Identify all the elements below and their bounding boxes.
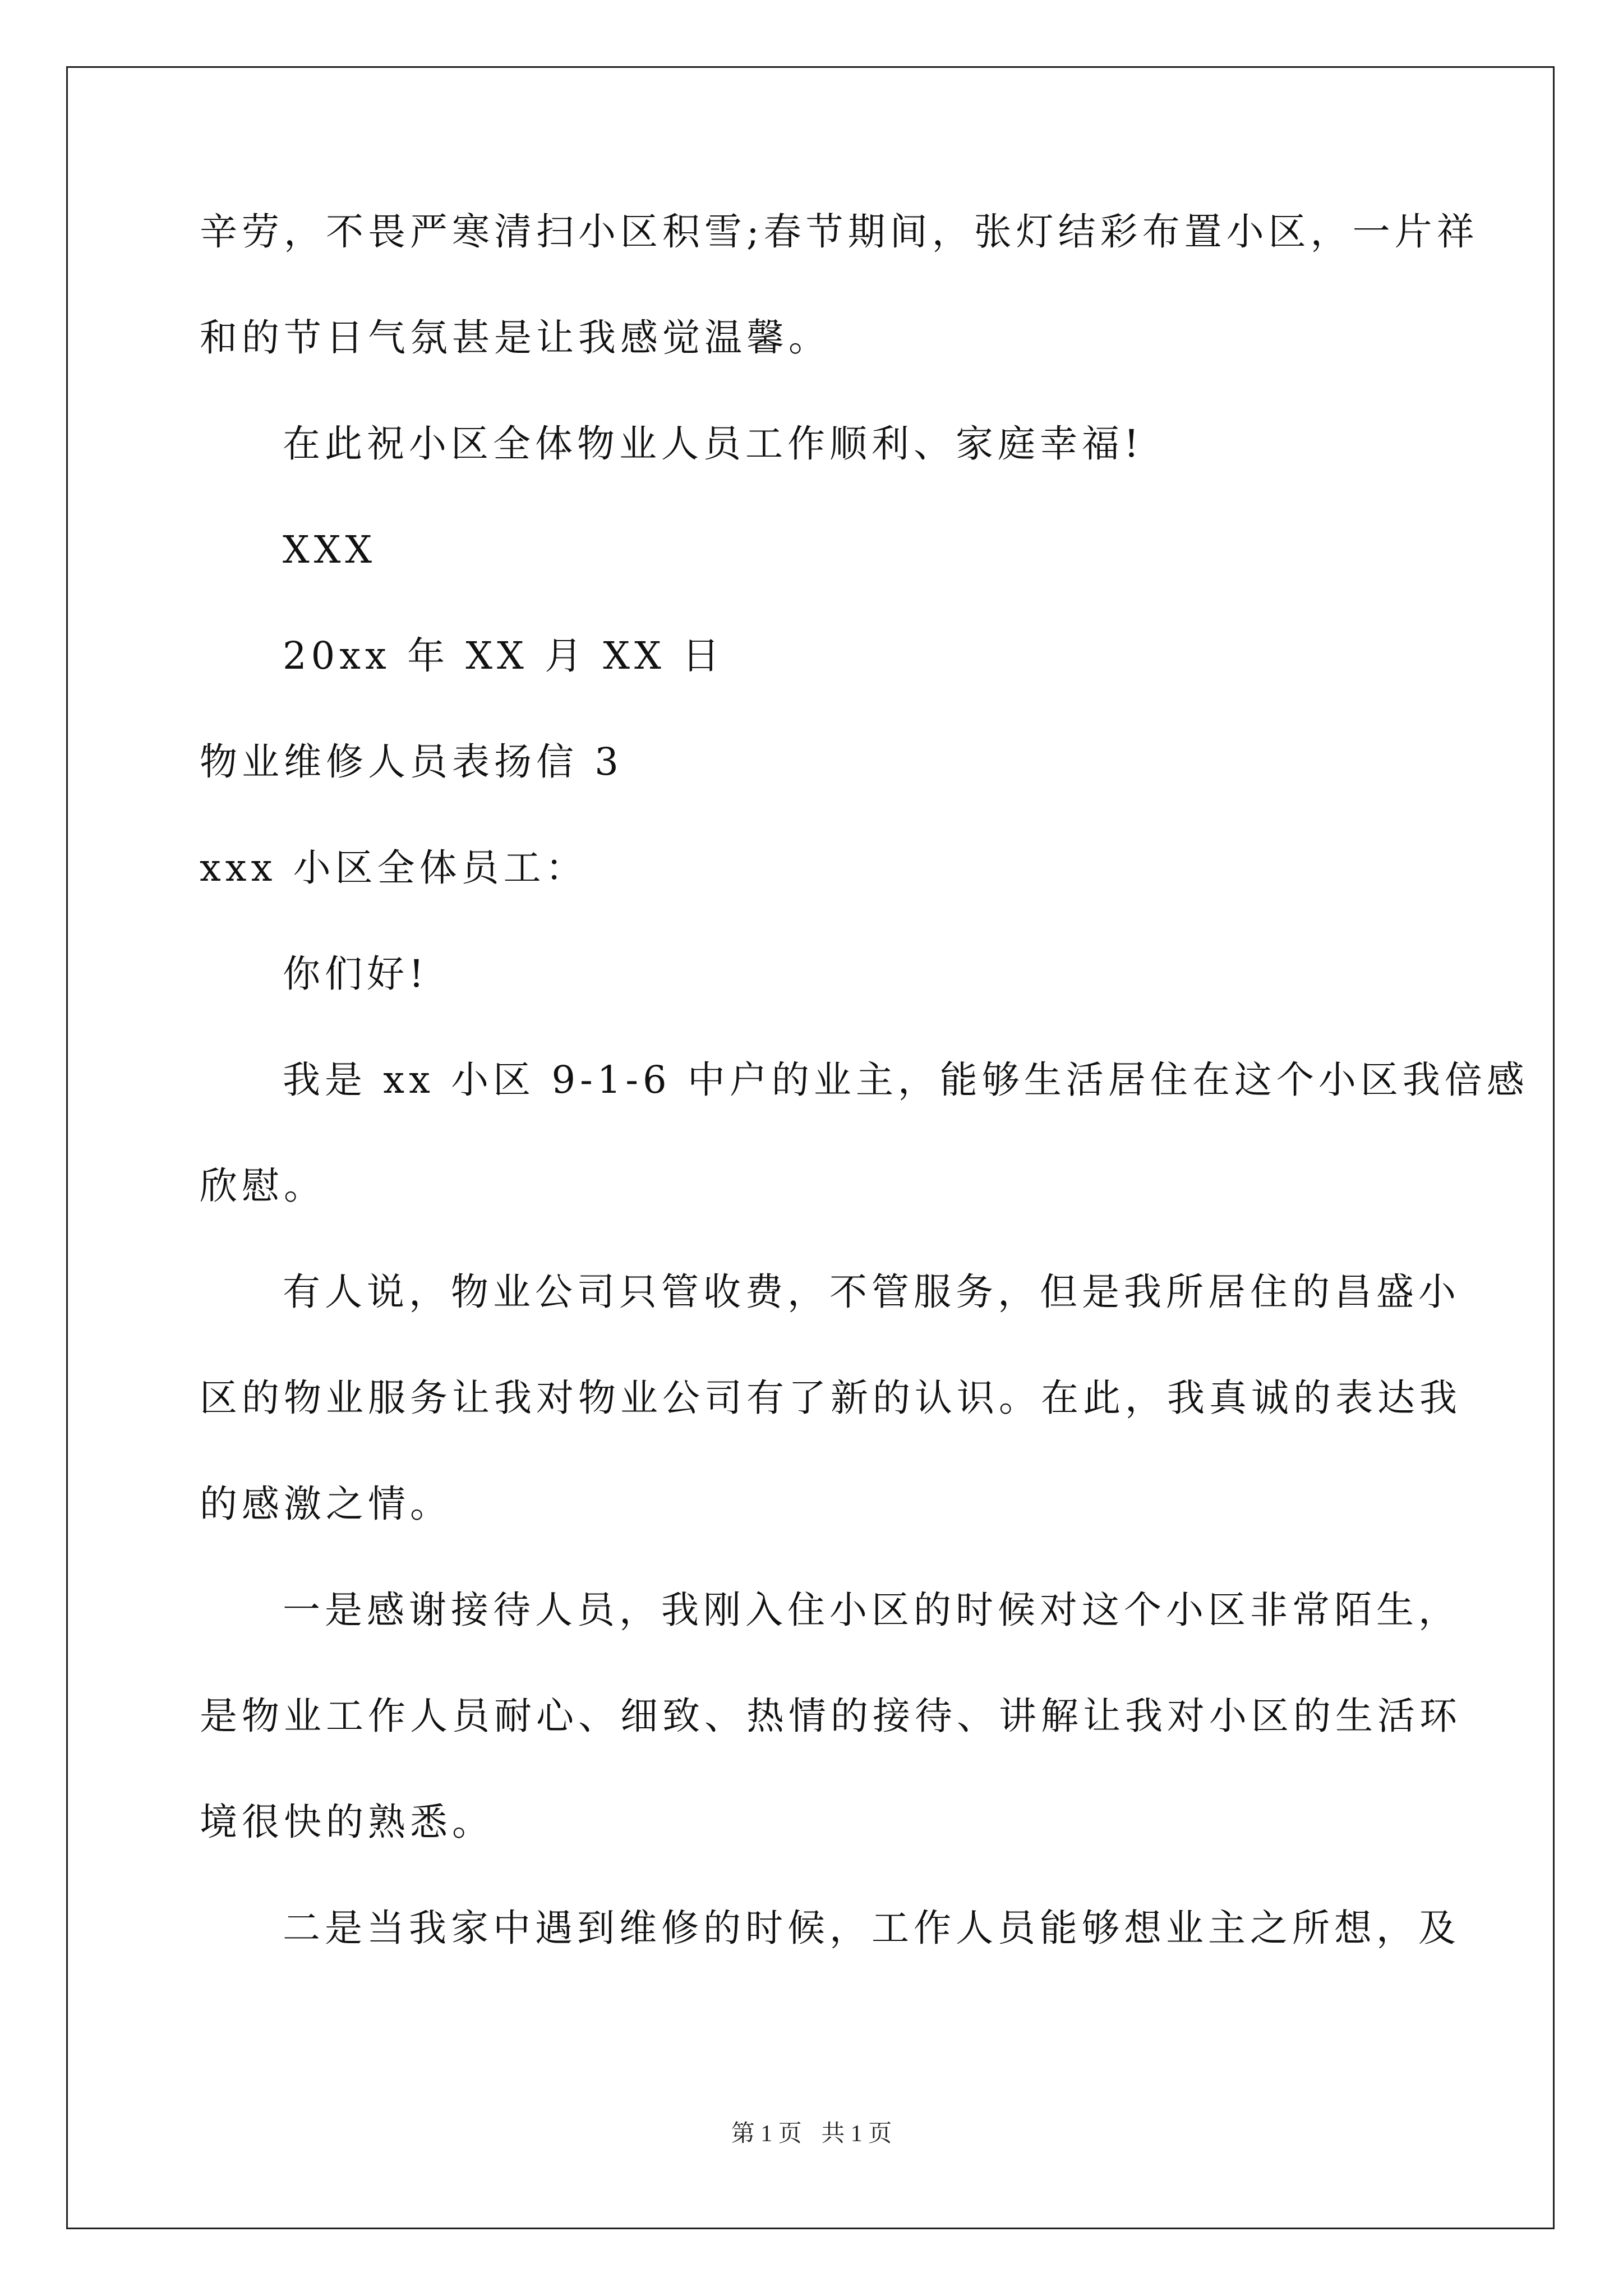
paragraph-p6-line-1: xxx 小区全体员工： (200, 846, 588, 890)
paragraph-p5-line-1: 物业维修人员表扬信 3 (200, 740, 623, 784)
page-number: 第 1 页 (731, 2121, 802, 2147)
paragraph-p11-line-1: 二是当我家中遇到维修的时候，工作人员能够想业主之所想，及 (283, 1906, 1460, 1950)
paragraph-p9-line-1: 有人说，物业公司只管收费，不管服务，但是我所居住的昌盛小 (283, 1270, 1460, 1314)
page-footer (0, 2122, 1623, 2146)
paragraph-p8-line-2: 欣慰。 (200, 1164, 326, 1208)
paragraph-p10-line-3: 境很快的熟悉。 (200, 1800, 494, 1844)
paragraph-p10-line-2: 是物业工作人员耐心、细致、热情的接待、讲解让我对小区的生活环 (200, 1694, 1461, 1738)
paragraph-p1-line-1: 辛劳，不畏严寒清扫小区积雪;春节期间，张灯结彩布置小区，一片祥 (200, 210, 1479, 254)
paragraph-p7-line-1: 你们好! (283, 952, 428, 996)
paragraph-p9-line-3: 的感激之情。 (200, 1482, 452, 1526)
paragraph-p1-line-2: 和的节日气氛甚是让我感觉温馨。 (200, 316, 831, 360)
paragraph-p4-line-1: 20xx 年 XX 月 XX 日 (283, 634, 725, 678)
paragraph-p10-line-1: 一是感谢接待人员，我刚入住小区的时候对这个小区非常陌生， (283, 1588, 1460, 1632)
paragraph-p3-line-1: XXX (283, 528, 377, 572)
paragraph-p2-line-1: 在此祝小区全体物业人员工作顺利、家庭幸福! (283, 422, 1144, 466)
document-body (200, 210, 1529, 1950)
paragraph-p8-line-1: 我是 xx 小区 9-1-6 中户的业主，能够生活居住在这个小区我倍感 (283, 1058, 1529, 1102)
page-total: 共 1 页 (821, 2121, 892, 2147)
paragraph-p9-line-2: 区的物业服务让我对物业公司有了新的认识。在此，我真诚的表达我 (200, 1376, 1461, 1420)
